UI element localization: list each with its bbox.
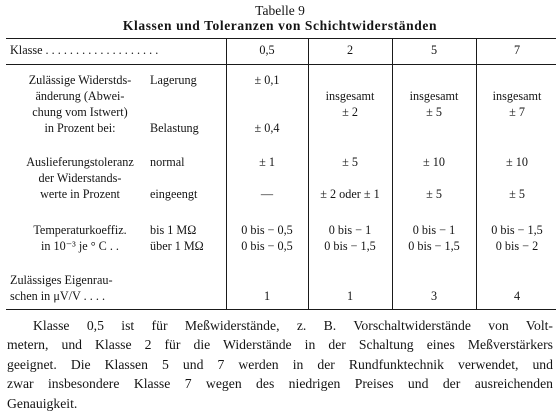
condition-bis-1-mohm: bis 1 MΩ [150, 223, 197, 237]
cell-rauschen-2: 1 [346, 289, 354, 303]
paragraph-line: geeignet. Die Klassen 5 und 7 werden in der Rundfunktechnik verwendet, und [7, 356, 553, 372]
column-divider-4 [476, 38, 477, 310]
cell-belastung-0-5: ± 0,4 [254, 121, 280, 135]
header-class-5: 5 [430, 43, 438, 57]
row-label-widerstand-4: in Prozent bei: [44, 121, 116, 135]
cell-eingeengt-2: ± 2 oder ± 1 [320, 187, 380, 201]
table-bottom-rule [6, 309, 556, 310]
cell-normal-5: ± 10 [423, 155, 445, 169]
row-label-rauschen-2: schen in μV/V . . . . [10, 289, 106, 303]
row-label-widerstand-3: chung vom Istwert) [32, 105, 128, 119]
body-paragraph [7, 316, 553, 413]
cell-ueber-5: 0 bis − 1,5 [408, 239, 460, 253]
column-divider-3 [392, 38, 393, 310]
table-header-rule [6, 64, 556, 65]
cell-bis-7: 0 bis − 1,5 [491, 223, 543, 237]
header-class-0-5: 0,5 [259, 43, 275, 57]
cell-ueber-0-5: 0 bis − 0,5 [241, 239, 293, 253]
condition-lagerung: Lagerung [150, 73, 197, 87]
cell-eingeengt-7: ± 5 [509, 187, 525, 201]
row-label-auslieferung-3: werte in Prozent [40, 187, 120, 201]
table-top-rule [6, 38, 556, 39]
row-label-auslieferung-1: Auslieferungstoleranz [26, 155, 134, 169]
header-klasse-label: Klasse . . . . . . . . . . . . . . . . . . . [10, 43, 159, 57]
cell-insgesamt-5: ± 5 [426, 105, 442, 119]
condition-eingeengt: eingeengt [150, 187, 198, 201]
row-label-widerstand-2: änderung (Abwei- [35, 89, 125, 103]
cell-eingeengt-0-5: — [260, 187, 274, 201]
cell-insgesamt-label-7: insgesamt [492, 89, 542, 103]
condition-belastung: Belastung [150, 121, 199, 135]
table-number: Tabelle 9 [255, 3, 305, 18]
cell-lagerung-0-5: ± 0,1 [254, 73, 280, 87]
header-class-2: 2 [346, 43, 354, 57]
paragraph-line: Genauigkeit. [7, 395, 78, 411]
cell-bis-0-5: 0 bis − 0,5 [241, 223, 293, 237]
cell-normal-7: ± 10 [506, 155, 528, 169]
cell-rauschen-0-5: 1 [263, 289, 271, 303]
header-class-7: 7 [513, 43, 521, 57]
row-label-temperatur-1: Temperaturkoeffiz. [33, 223, 127, 237]
condition-ueber-1-mohm: über 1 MΩ [150, 239, 204, 253]
cell-eingeengt-5: ± 5 [426, 187, 442, 201]
table-title: Klassen und Toleranzen von Schichtwiderständen [122, 18, 438, 33]
row-label-auslieferung-2: der Widerstands- [38, 171, 122, 185]
column-divider-2 [308, 38, 309, 310]
paragraph-line: Klasse 0,5 ist für Meßwiderstände, z. B. Vorschaltwiderstände von Volt- [33, 318, 553, 333]
cell-normal-2: ± 5 [342, 155, 358, 169]
cell-ueber-7: 0 bis − 2 [495, 239, 539, 253]
cell-insgesamt-label-5: insgesamt [409, 89, 459, 103]
paragraph-line: metern, und Klasse 2 für die Widerstände in der Schaltung eines Meßverstärkers [7, 337, 553, 353]
row-label-widerstand-1: Zulässige Widerstds- [28, 73, 132, 87]
cell-insgesamt-2: ± 2 [342, 105, 358, 119]
cell-insgesamt-label-2: insgesamt [325, 89, 375, 103]
paragraph-line: zwar insbesondere Klasse 7 wegen des niedrigen Preises und der ausreichenden [7, 376, 553, 392]
condition-normal: normal [150, 155, 185, 169]
cell-rauschen-5: 3 [430, 289, 438, 303]
row-label-temperatur-2: in 10⁻³ je ° C . . [41, 239, 119, 253]
cell-bis-2: 0 bis − 1 [328, 223, 372, 237]
cell-bis-5: 0 bis − 1 [412, 223, 456, 237]
cell-insgesamt-7: ± 7 [509, 105, 525, 119]
cell-ueber-2: 0 bis − 1,5 [324, 239, 376, 253]
cell-rauschen-7: 4 [513, 289, 521, 303]
row-label-rauschen-1: Zulässiges Eigenrau- [10, 273, 113, 287]
cell-normal-0-5: ± 1 [259, 155, 275, 169]
